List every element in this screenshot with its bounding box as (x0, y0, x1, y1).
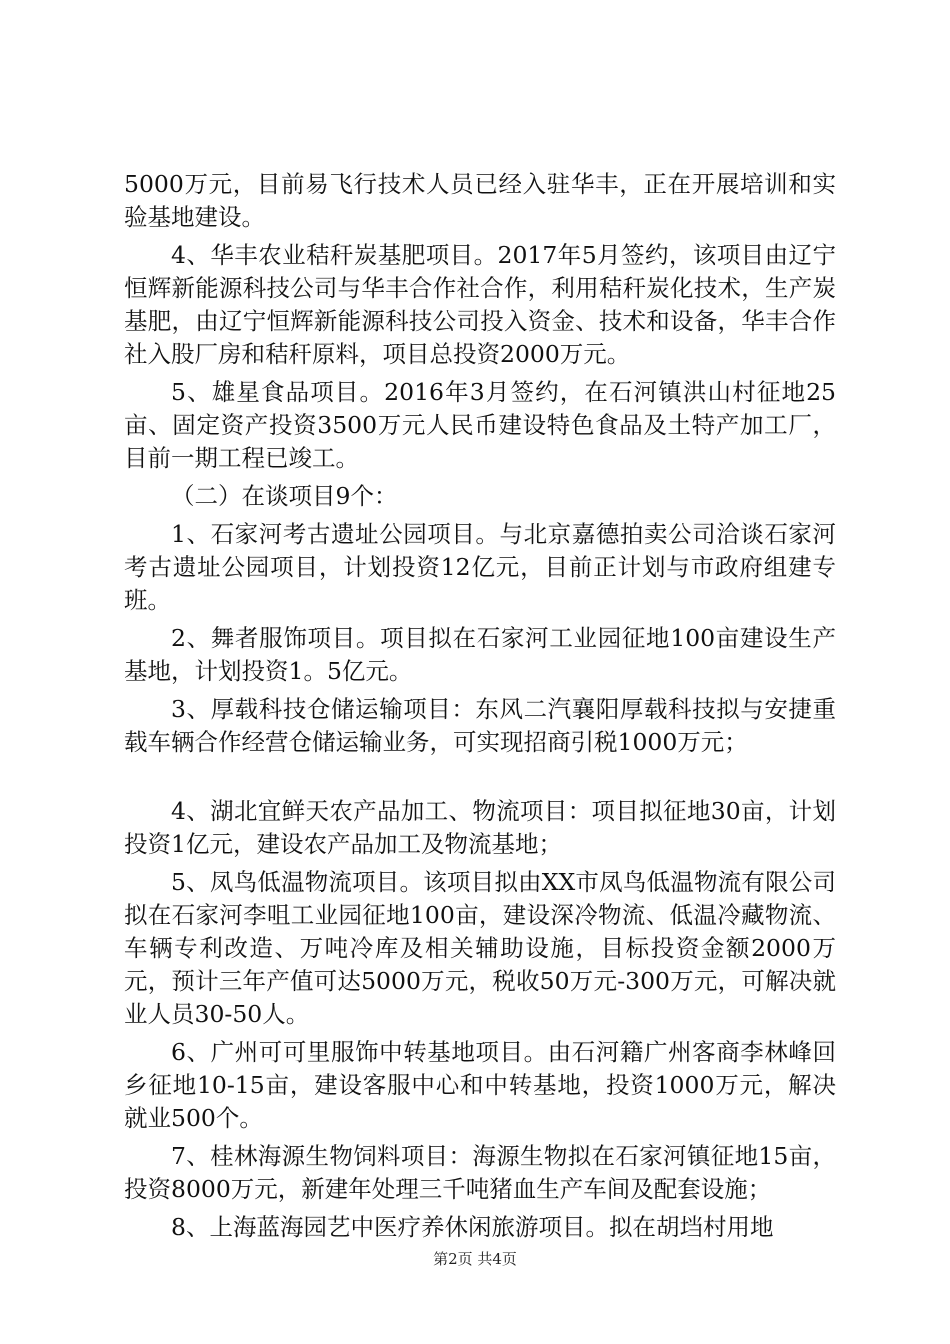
paragraph-item-6-kekeli-apparel: 6、广州可可里服饰中转基地项目。由石河籍广州客商李林峰回乡征地10-15亩，建设客服中心和中转基地，投资1000万元，解决就业500个。 (124, 1038, 836, 1132)
page-number-footer: 第2页 共4页 (433, 1250, 517, 1268)
section-heading-negotiating-projects: （二）在谈项目9个： (171, 482, 398, 510)
paragraph-continuation: 5000万元，目前易飞行技术人员已经入驻华丰，正在开展培训和实验基地建设。 (124, 170, 836, 231)
paragraph-item-5-xiongxing-food: 5、雄星食品项目。2016年3月签约，在石河镇洪山村征地25亩、固定资产投资3500万元人民币建设特色食品及土特产加工厂，目前一期工程已竣工。 (124, 378, 836, 472)
paragraph-item-4-straw-fertilizer: 4、华丰农业秸秆炭基肥项目。2017年5月签约，该项目由辽宁恒辉新能源科技公司与华丰合作社合作，利用秸秆炭化技术，生产炭基肥，由辽宁恒辉新能源科技公司投入资金、技术和设备，华丰合作社入股厂房和秸秆原料，项目总投资2000万元。 (124, 241, 836, 368)
paragraph-item-8-lanhai-tourism: 8、上海蓝海园艺中医疗养休闲旅游项目。拟在胡垱村用地 (171, 1213, 774, 1241)
paragraph-item-2-dancer-apparel: 2、舞者服饰项目。项目拟在石家河工业园征地100亩建设生产基地，计划投资1。5亿元。 (124, 624, 836, 685)
paragraph-item-3-warehouse-transport: 3、厚载科技仓储运输项目：东风二汽襄阳厚载科技拟与安捷重载车辆合作经营仓储运输业务，可实现招商引税1000万元； (124, 695, 836, 756)
paragraph-item-5-fengniao-cold-chain: 5、凤鸟低温物流项目。该项目拟由XX市凤鸟低温物流有限公司拟在石家河李咀工业园征地100亩，建设深冷物流、低温冷藏物流、车辆专利改造、万吨冷库及相关辅助设施，目标投资金额2000万元，预计三年产值可达5000万元，税收50万元-300万元，可解决就业人员30-50人。 (124, 868, 836, 1028)
paragraph-item-1-archaeology-park: 1、石家河考古遗址公园项目。与北京嘉德拍卖公司洽谈石家河考古遗址公园项目，计划投资12亿元，目前正计划与市政府组建专班。 (124, 520, 836, 614)
paragraph-item-7-haiyuan-feed: 7、桂林海源生物饲料项目：海源生物拟在石家河镇征地15亩，投资8000万元，新建年处理三千吨猪血生产车间及配套设施； (124, 1142, 836, 1203)
paragraph-item-4-yixiantian-logistics: 4、湖北宜鲜天农产品加工、物流项目：项目拟征地30亩，计划投资1亿元，建设农产品加工及物流基地； (124, 797, 836, 858)
document-body (124, 168, 836, 1249)
